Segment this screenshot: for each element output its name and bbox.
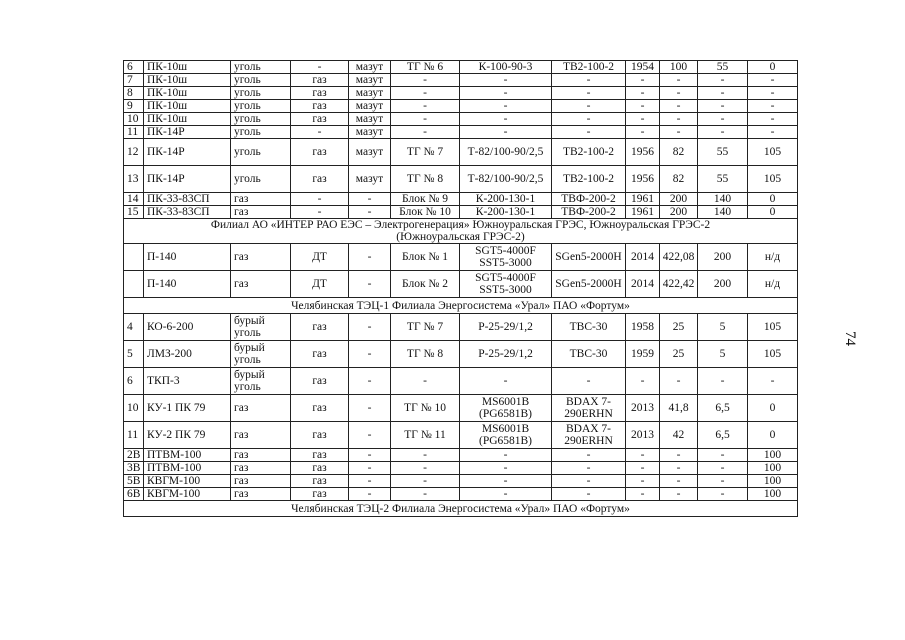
- equipment-type-cell: ПК-33-83СП: [144, 206, 231, 219]
- row-number-cell: 6В: [124, 488, 144, 501]
- turbine-type-cell: MS6001B (PG6581B): [460, 422, 552, 449]
- table-row: [124, 449, 798, 462]
- fuel-secondary-cell: -: [291, 126, 349, 139]
- thermal-capacity-cell: -: [698, 449, 748, 462]
- unit-name-cell: ТГ № 8: [391, 166, 460, 193]
- thermal-capacity-cell: -: [698, 368, 748, 395]
- section-header-line: Челябинская ТЭЦ-1 Филиала Энергосистема «Урал» ПАО «Фортум»: [291, 299, 630, 312]
- electric-capacity-cell: -: [660, 462, 698, 475]
- table-body: [124, 61, 798, 517]
- turbine-type-cell: -: [460, 475, 552, 488]
- heat-capacity-cell: 0: [748, 61, 798, 74]
- heat-capacity-cell: 105: [748, 341, 798, 368]
- heat-capacity-cell: 0: [748, 422, 798, 449]
- row-number-cell: 6: [124, 61, 144, 74]
- table-row: [124, 475, 798, 488]
- year-cell: 1958: [626, 314, 660, 341]
- generator-type-cell: -: [552, 113, 626, 126]
- row-number-cell: 8: [124, 87, 144, 100]
- electric-capacity-cell: 422,08: [660, 244, 698, 271]
- equipment-type-cell: ПК-10ш: [144, 113, 231, 126]
- unit-name-cell: -: [391, 462, 460, 475]
- fuel-primary-cell: уголь: [231, 113, 291, 126]
- unit-name-cell: -: [391, 100, 460, 113]
- equipment-type-cell: ПК-14Р: [144, 166, 231, 193]
- electric-capacity-cell: 200: [660, 206, 698, 219]
- fuel-reserve-cell: мазут: [349, 87, 391, 100]
- table-row: [124, 74, 798, 87]
- fuel-reserve-cell: -: [349, 368, 391, 395]
- equipment-type-cell: ПТВМ-100: [144, 462, 231, 475]
- generator-type-cell: ТВФ-200-2: [552, 193, 626, 206]
- thermal-capacity-cell: 5: [698, 341, 748, 368]
- row-number-cell: 5В: [124, 475, 144, 488]
- fuel-primary-cell: бурый уголь: [231, 314, 291, 341]
- year-cell: 1961: [626, 193, 660, 206]
- thermal-capacity-cell: -: [698, 126, 748, 139]
- turbine-type-cell: К-200-130-1: [460, 206, 552, 219]
- heat-capacity-cell: -: [748, 74, 798, 87]
- unit-name-cell: -: [391, 87, 460, 100]
- heat-capacity-cell: -: [748, 126, 798, 139]
- fuel-primary-cell: уголь: [231, 126, 291, 139]
- thermal-capacity-cell: 55: [698, 139, 748, 166]
- turbine-type-cell: MS6001B (PG6581B): [460, 395, 552, 422]
- fuel-reserve-cell: -: [349, 422, 391, 449]
- unit-name-cell: -: [391, 475, 460, 488]
- generator-type-cell: -: [552, 475, 626, 488]
- equipment-type-cell: ПТВМ-100: [144, 449, 231, 462]
- section-header-line: Челябинская ТЭЦ-2 Филиала Энергосистема «Урал» ПАО «Фортум»: [291, 502, 630, 515]
- heat-capacity-cell: 105: [748, 139, 798, 166]
- section-header: [124, 298, 798, 314]
- thermal-capacity-cell: 6,5: [698, 422, 748, 449]
- section-header: [124, 501, 798, 517]
- unit-name-cell: ТГ № 8: [391, 341, 460, 368]
- fuel-reserve-cell: -: [349, 475, 391, 488]
- fuel-secondary-cell: газ: [291, 87, 349, 100]
- equipment-type-cell: ПК-33-83СП: [144, 193, 231, 206]
- generator-type-cell: ТВ2-100-2: [552, 61, 626, 74]
- thermal-capacity-cell: 140: [698, 193, 748, 206]
- electric-capacity-cell: -: [660, 87, 698, 100]
- fuel-primary-cell: газ: [231, 449, 291, 462]
- thermal-capacity-cell: -: [698, 475, 748, 488]
- fuel-primary-cell: газ: [231, 462, 291, 475]
- fuel-secondary-cell: -: [291, 206, 349, 219]
- table-row: [124, 61, 798, 74]
- unit-name-cell: ТГ № 6: [391, 61, 460, 74]
- heat-capacity-cell: 0: [748, 193, 798, 206]
- fuel-secondary-cell: газ: [291, 462, 349, 475]
- heat-capacity-cell: 100: [748, 462, 798, 475]
- heat-capacity-cell: 100: [748, 449, 798, 462]
- thermal-capacity-cell: -: [698, 488, 748, 501]
- fuel-secondary-cell: газ: [291, 395, 349, 422]
- thermal-capacity-cell: -: [698, 113, 748, 126]
- heat-capacity-cell: 0: [748, 206, 798, 219]
- equipment-type-cell: КО-6-200: [144, 314, 231, 341]
- generator-type-cell: SGen5-2000H: [552, 244, 626, 271]
- equipment-type-cell: ТКП-3: [144, 368, 231, 395]
- unit-name-cell: -: [391, 74, 460, 87]
- generator-type-cell: -: [552, 100, 626, 113]
- row-number-cell: 9: [124, 100, 144, 113]
- heat-capacity-cell: -: [748, 87, 798, 100]
- fuel-secondary-cell: -: [291, 193, 349, 206]
- generator-type-cell: -: [552, 462, 626, 475]
- year-cell: -: [626, 368, 660, 395]
- fuel-reserve-cell: -: [349, 244, 391, 271]
- fuel-secondary-cell: -: [291, 61, 349, 74]
- section-header: [124, 219, 798, 244]
- fuel-reserve-cell: -: [349, 314, 391, 341]
- turbine-type-cell: SGT5-4000F SST5-3000: [460, 271, 552, 298]
- generator-type-cell: -: [552, 368, 626, 395]
- fuel-secondary-cell: газ: [291, 449, 349, 462]
- heat-capacity-cell: н/д: [748, 271, 798, 298]
- equipment-type-cell: КУ-1 ПК 79: [144, 395, 231, 422]
- row-number-cell: 11: [124, 422, 144, 449]
- table-row: [124, 271, 798, 298]
- fuel-reserve-cell: мазут: [349, 100, 391, 113]
- fuel-secondary-cell: газ: [291, 166, 349, 193]
- turbine-type-cell: Т-82/100-90/2,5: [460, 166, 552, 193]
- fuel-reserve-cell: мазут: [349, 61, 391, 74]
- fuel-primary-cell: уголь: [231, 166, 291, 193]
- fuel-reserve-cell: -: [349, 449, 391, 462]
- electric-capacity-cell: 25: [660, 341, 698, 368]
- thermal-capacity-cell: 200: [698, 271, 748, 298]
- unit-name-cell: ТГ № 11: [391, 422, 460, 449]
- unit-name-cell: Блок № 9: [391, 193, 460, 206]
- year-cell: -: [626, 74, 660, 87]
- fuel-secondary-cell: газ: [291, 314, 349, 341]
- row-number-cell: 12: [124, 139, 144, 166]
- electric-capacity-cell: 82: [660, 139, 698, 166]
- row-number-cell: [124, 271, 144, 298]
- turbine-type-cell: -: [460, 368, 552, 395]
- turbine-type-cell: К-200-130-1: [460, 193, 552, 206]
- equipment-type-cell: ПК-10ш: [144, 61, 231, 74]
- fuel-primary-cell: газ: [231, 244, 291, 271]
- fuel-primary-cell: уголь: [231, 100, 291, 113]
- electric-capacity-cell: -: [660, 126, 698, 139]
- thermal-capacity-cell: 200: [698, 244, 748, 271]
- fuel-reserve-cell: мазут: [349, 139, 391, 166]
- fuel-secondary-cell: газ: [291, 475, 349, 488]
- equipment-type-cell: ПК-14Р: [144, 139, 231, 166]
- year-cell: 2014: [626, 244, 660, 271]
- unit-name-cell: ТГ № 7: [391, 314, 460, 341]
- electric-capacity-cell: -: [660, 449, 698, 462]
- electric-capacity-cell: 25: [660, 314, 698, 341]
- fuel-primary-cell: газ: [231, 475, 291, 488]
- year-cell: -: [626, 100, 660, 113]
- thermal-capacity-cell: -: [698, 462, 748, 475]
- turbine-type-cell: Т-82/100-90/2,5: [460, 139, 552, 166]
- heat-capacity-cell: 100: [748, 475, 798, 488]
- row-number-cell: 2В: [124, 449, 144, 462]
- heat-capacity-cell: 105: [748, 166, 798, 193]
- fuel-primary-cell: бурый уголь: [231, 341, 291, 368]
- table-row: [124, 206, 798, 219]
- electric-capacity-cell: 100: [660, 61, 698, 74]
- table-row: [124, 126, 798, 139]
- heat-capacity-cell: -: [748, 368, 798, 395]
- heat-capacity-cell: 100: [748, 488, 798, 501]
- row-number-cell: 10: [124, 113, 144, 126]
- turbine-type-cell: Р-25-29/1,2: [460, 314, 552, 341]
- table-row: [124, 368, 798, 395]
- fuel-primary-cell: уголь: [231, 87, 291, 100]
- fuel-reserve-cell: -: [349, 271, 391, 298]
- table-row: [124, 341, 798, 368]
- row-number-cell: 7: [124, 74, 144, 87]
- row-number-cell: 5: [124, 341, 144, 368]
- fuel-reserve-cell: мазут: [349, 74, 391, 87]
- table-row: [124, 113, 798, 126]
- table-row: [124, 488, 798, 501]
- fuel-primary-cell: бурый уголь: [231, 368, 291, 395]
- fuel-primary-cell: газ: [231, 193, 291, 206]
- row-number-cell: 3В: [124, 462, 144, 475]
- equipment-type-cell: КВГМ-100: [144, 475, 231, 488]
- heat-capacity-cell: -: [748, 113, 798, 126]
- fuel-secondary-cell: газ: [291, 368, 349, 395]
- electric-capacity-cell: -: [660, 113, 698, 126]
- year-cell: -: [626, 475, 660, 488]
- table-row: [124, 193, 798, 206]
- fuel-reserve-cell: -: [349, 193, 391, 206]
- equipment-type-cell: П-140: [144, 271, 231, 298]
- turbine-type-cell: -: [460, 113, 552, 126]
- section-header-row: [124, 298, 798, 314]
- electric-capacity-cell: 42: [660, 422, 698, 449]
- turbine-type-cell: -: [460, 87, 552, 100]
- unit-name-cell: Блок № 10: [391, 206, 460, 219]
- turbine-type-cell: -: [460, 449, 552, 462]
- year-cell: 1956: [626, 166, 660, 193]
- fuel-reserve-cell: мазут: [349, 126, 391, 139]
- turbine-type-cell: SGT5-4000F SST5-3000: [460, 244, 552, 271]
- unit-name-cell: -: [391, 368, 460, 395]
- year-cell: 2013: [626, 422, 660, 449]
- equipment-type-cell: ПК-10ш: [144, 74, 231, 87]
- generator-type-cell: BDAX 7-290ERHN: [552, 422, 626, 449]
- turbine-type-cell: -: [460, 462, 552, 475]
- equipment-table: [123, 60, 798, 517]
- table-row: [124, 100, 798, 113]
- thermal-capacity-cell: -: [698, 74, 748, 87]
- fuel-reserve-cell: мазут: [349, 166, 391, 193]
- generator-type-cell: ТВ2-100-2: [552, 166, 626, 193]
- equipment-type-cell: ПК-14Р: [144, 126, 231, 139]
- row-number-cell: 15: [124, 206, 144, 219]
- electric-capacity-cell: -: [660, 74, 698, 87]
- row-number-cell: 13: [124, 166, 144, 193]
- generator-type-cell: -: [552, 488, 626, 501]
- row-number-cell: 14: [124, 193, 144, 206]
- electric-capacity-cell: 422,42: [660, 271, 698, 298]
- fuel-primary-cell: газ: [231, 422, 291, 449]
- generator-type-cell: BDAX 7-290ERHN: [552, 395, 626, 422]
- row-number-cell: 4: [124, 314, 144, 341]
- year-cell: -: [626, 449, 660, 462]
- equipment-type-cell: КВГМ-100: [144, 488, 231, 501]
- generator-type-cell: ТВФ-200-2: [552, 206, 626, 219]
- electric-capacity-cell: -: [660, 100, 698, 113]
- table-row: [124, 87, 798, 100]
- electric-capacity-cell: -: [660, 368, 698, 395]
- turbine-type-cell: -: [460, 488, 552, 501]
- year-cell: -: [626, 87, 660, 100]
- unit-name-cell: -: [391, 113, 460, 126]
- heat-capacity-cell: 0: [748, 395, 798, 422]
- fuel-primary-cell: уголь: [231, 139, 291, 166]
- turbine-type-cell: К-100-90-3: [460, 61, 552, 74]
- fuel-primary-cell: уголь: [231, 61, 291, 74]
- fuel-secondary-cell: газ: [291, 74, 349, 87]
- generator-type-cell: -: [552, 449, 626, 462]
- thermal-capacity-cell: 55: [698, 61, 748, 74]
- year-cell: -: [626, 488, 660, 501]
- equipment-type-cell: КУ-2 ПК 79: [144, 422, 231, 449]
- section-header-row: [124, 501, 798, 517]
- generator-type-cell: -: [552, 126, 626, 139]
- row-number-cell: 6: [124, 368, 144, 395]
- year-cell: 1956: [626, 139, 660, 166]
- table-row: [124, 139, 798, 166]
- fuel-secondary-cell: газ: [291, 113, 349, 126]
- unit-name-cell: -: [391, 449, 460, 462]
- turbine-type-cell: Р-25-29/1,2: [460, 341, 552, 368]
- thermal-capacity-cell: -: [698, 100, 748, 113]
- table-row: [124, 314, 798, 341]
- turbine-type-cell: -: [460, 126, 552, 139]
- unit-name-cell: Блок № 1: [391, 244, 460, 271]
- unit-name-cell: ТГ № 7: [391, 139, 460, 166]
- year-cell: -: [626, 126, 660, 139]
- generator-type-cell: -: [552, 74, 626, 87]
- fuel-primary-cell: газ: [231, 206, 291, 219]
- fuel-primary-cell: газ: [231, 271, 291, 298]
- fuel-secondary-cell: газ: [291, 422, 349, 449]
- section-header-line: (Южноуральская ГРЭС-2): [396, 231, 525, 243]
- equipment-type-cell: ЛМЗ-200: [144, 341, 231, 368]
- year-cell: 1959: [626, 341, 660, 368]
- thermal-capacity-cell: 140: [698, 206, 748, 219]
- year-cell: -: [626, 462, 660, 475]
- fuel-secondary-cell: газ: [291, 488, 349, 501]
- electric-capacity-cell: 200: [660, 193, 698, 206]
- year-cell: -: [626, 113, 660, 126]
- heat-capacity-cell: -: [748, 100, 798, 113]
- row-number-cell: 11: [124, 126, 144, 139]
- generator-type-cell: ТВС-30: [552, 314, 626, 341]
- fuel-secondary-cell: газ: [291, 139, 349, 166]
- turbine-type-cell: -: [460, 74, 552, 87]
- generator-type-cell: ТВ2-100-2: [552, 139, 626, 166]
- electric-capacity-cell: -: [660, 488, 698, 501]
- table-row: [124, 244, 798, 271]
- electric-capacity-cell: -: [660, 475, 698, 488]
- fuel-reserve-cell: -: [349, 488, 391, 501]
- electric-capacity-cell: 41,8: [660, 395, 698, 422]
- table-row: [124, 395, 798, 422]
- unit-name-cell: -: [391, 488, 460, 501]
- row-number-cell: 10: [124, 395, 144, 422]
- table-row: [124, 462, 798, 475]
- generator-type-cell: SGen5-2000H: [552, 271, 626, 298]
- equipment-type-cell: ПК-10ш: [144, 100, 231, 113]
- fuel-primary-cell: газ: [231, 395, 291, 422]
- thermal-capacity-cell: 5: [698, 314, 748, 341]
- fuel-reserve-cell: -: [349, 206, 391, 219]
- unit-name-cell: -: [391, 126, 460, 139]
- heat-capacity-cell: н/д: [748, 244, 798, 271]
- generator-type-cell: -: [552, 87, 626, 100]
- electric-capacity-cell: 82: [660, 166, 698, 193]
- fuel-reserve-cell: -: [349, 395, 391, 422]
- fuel-secondary-cell: ДТ: [291, 271, 349, 298]
- thermal-capacity-cell: 6,5: [698, 395, 748, 422]
- turbine-type-cell: -: [460, 100, 552, 113]
- year-cell: 1961: [626, 206, 660, 219]
- fuel-secondary-cell: ДТ: [291, 244, 349, 271]
- year-cell: 1954: [626, 61, 660, 74]
- heat-capacity-cell: 105: [748, 314, 798, 341]
- table-row: [124, 166, 798, 193]
- unit-name-cell: ТГ № 10: [391, 395, 460, 422]
- fuel-secondary-cell: газ: [291, 341, 349, 368]
- fuel-primary-cell: уголь: [231, 74, 291, 87]
- equipment-type-cell: ПК-10ш: [144, 87, 231, 100]
- fuel-reserve-cell: -: [349, 462, 391, 475]
- fuel-reserve-cell: мазут: [349, 113, 391, 126]
- thermal-capacity-cell: -: [698, 87, 748, 100]
- fuel-primary-cell: газ: [231, 488, 291, 501]
- row-number-cell: [124, 244, 144, 271]
- fuel-reserve-cell: -: [349, 341, 391, 368]
- generator-type-cell: ТВС-30: [552, 341, 626, 368]
- year-cell: 2013: [626, 395, 660, 422]
- table-row: [124, 422, 798, 449]
- fuel-secondary-cell: газ: [291, 100, 349, 113]
- section-header-row: [124, 219, 798, 244]
- equipment-type-cell: П-140: [144, 244, 231, 271]
- page-number: 74: [842, 331, 858, 346]
- unit-name-cell: Блок № 2: [391, 271, 460, 298]
- year-cell: 2014: [626, 271, 660, 298]
- section-header-line: Филиал АО «ИНТЕР РАО ЕЭС – Электрогенерация» Южноуральская ГРЭС, Южноуральская ГРЭС-2: [210, 219, 711, 231]
- thermal-capacity-cell: 55: [698, 166, 748, 193]
